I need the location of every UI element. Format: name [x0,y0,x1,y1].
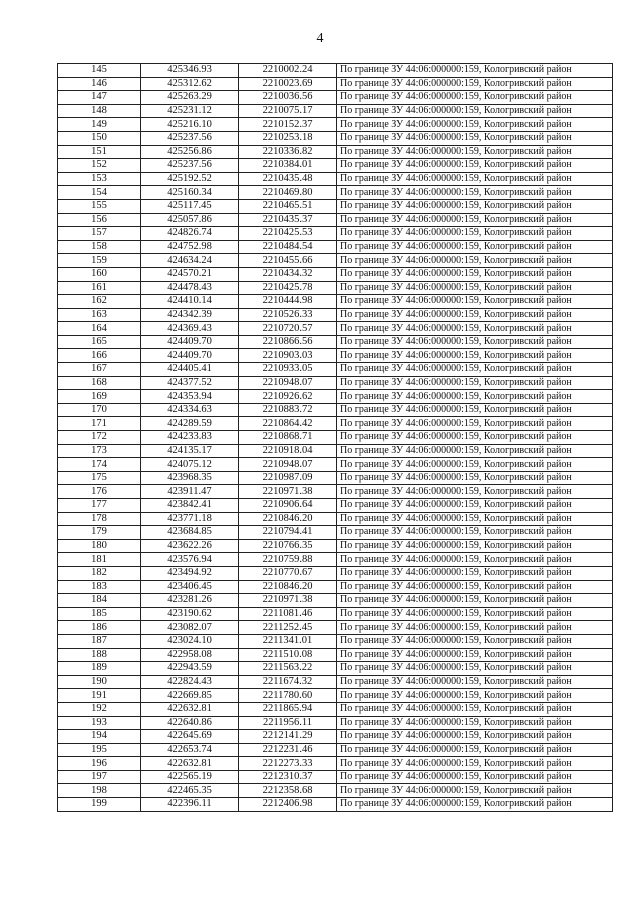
y-coordinate-cell: 2210434.32 [239,267,337,281]
boundary-description-cell: По границе ЗУ 44:06:000000:159, Кологривский район [337,444,613,458]
point-number-cell: 183 [58,580,141,594]
boundary-description-cell: По границе ЗУ 44:06:000000:159, Кологривский район [337,322,613,336]
x-coordinate-cell: 423771.18 [141,512,239,526]
x-coordinate-cell: 424135.17 [141,444,239,458]
boundary-description-cell: По границе ЗУ 44:06:000000:159, Кологривский район [337,267,613,281]
y-coordinate-cell: 2210770.67 [239,566,337,580]
x-coordinate-cell: 422465.35 [141,784,239,798]
y-coordinate-cell: 2211865.94 [239,702,337,716]
table-row [58,254,613,268]
coordinates-table-body [58,64,613,812]
boundary-description-cell: По границе ЗУ 44:06:000000:159, Кологривский район [337,281,613,295]
x-coordinate-cell: 424410.14 [141,295,239,309]
boundary-description-cell: По границе ЗУ 44:06:000000:159, Кологривский район [337,757,613,771]
y-coordinate-cell: 2210469.80 [239,186,337,200]
boundary-description-cell: По границе ЗУ 44:06:000000:159, Кологривский район [337,131,613,145]
boundary-description-cell: По границе ЗУ 44:06:000000:159, Кологривский район [337,607,613,621]
x-coordinate-cell: 425057.86 [141,213,239,227]
x-coordinate-cell: 424289.59 [141,417,239,431]
y-coordinate-cell: 2210526.33 [239,308,337,322]
point-number-cell: 197 [58,770,141,784]
boundary-description-cell: По границе ЗУ 44:06:000000:159, Кологривский район [337,227,613,241]
point-number-cell: 172 [58,431,141,445]
boundary-description-cell: По границе ЗУ 44:06:000000:159, Кологривский район [337,390,613,404]
point-number-cell: 164 [58,322,141,336]
point-number-cell: 191 [58,689,141,703]
table-row [58,580,613,594]
point-number-cell: 146 [58,77,141,91]
y-coordinate-cell: 2210866.56 [239,335,337,349]
table-row [58,64,613,78]
x-coordinate-cell: 425256.86 [141,145,239,159]
y-coordinate-cell: 2212141.29 [239,730,337,744]
y-coordinate-cell: 2210023.69 [239,77,337,91]
boundary-description-cell: По границе ЗУ 44:06:000000:159, Кологривский район [337,730,613,744]
table-row [58,675,613,689]
boundary-description-cell: По границе ЗУ 44:06:000000:159, Кологривский район [337,295,613,309]
table-row [58,131,613,145]
y-coordinate-cell: 2210846.20 [239,580,337,594]
y-coordinate-cell: 2210152.37 [239,118,337,132]
table-row [58,335,613,349]
x-coordinate-cell: 424369.43 [141,322,239,336]
y-coordinate-cell: 2210465.51 [239,199,337,213]
table-row [58,770,613,784]
point-number-cell: 181 [58,553,141,567]
boundary-description-cell: По границе ЗУ 44:06:000000:159, Кологривский район [337,145,613,159]
point-number-cell: 169 [58,390,141,404]
point-number-cell: 188 [58,648,141,662]
boundary-description-cell: По границе ЗУ 44:06:000000:159, Кологривский район [337,335,613,349]
point-number-cell: 176 [58,485,141,499]
x-coordinate-cell: 423911.47 [141,485,239,499]
y-coordinate-cell: 2210903.03 [239,349,337,363]
table-row [58,376,613,390]
boundary-description-cell: По границе ЗУ 44:06:000000:159, Кологривский район [337,566,613,580]
table-row [58,784,613,798]
point-number-cell: 196 [58,757,141,771]
point-number-cell: 193 [58,716,141,730]
x-coordinate-cell: 423190.62 [141,607,239,621]
table-row [58,199,613,213]
x-coordinate-cell: 424478.43 [141,281,239,295]
point-number-cell: 145 [58,64,141,78]
x-coordinate-cell: 422565.19 [141,770,239,784]
boundary-description-cell: По границе ЗУ 44:06:000000:159, Кологривский район [337,376,613,390]
boundary-description-cell: По границе ЗУ 44:06:000000:159, Кологривский район [337,743,613,757]
point-number-cell: 159 [58,254,141,268]
boundary-description-cell: По границе ЗУ 44:06:000000:159, Кологривский район [337,471,613,485]
boundary-description-cell: По границе ЗУ 44:06:000000:159, Кологривский район [337,594,613,608]
table-row [58,566,613,580]
y-coordinate-cell: 2212231.46 [239,743,337,757]
table-row [58,648,613,662]
boundary-description-cell: По границе ЗУ 44:06:000000:159, Кологривский район [337,104,613,118]
boundary-description-cell: По границе ЗУ 44:06:000000:159, Кологривский район [337,580,613,594]
boundary-description-cell: По границе ЗУ 44:06:000000:159, Кологривский район [337,118,613,132]
table-row [58,485,613,499]
y-coordinate-cell: 2210868.71 [239,431,337,445]
boundary-description-cell: По границе ЗУ 44:06:000000:159, Кологривский район [337,526,613,540]
point-number-cell: 160 [58,267,141,281]
x-coordinate-cell: 424353.94 [141,390,239,404]
y-coordinate-cell: 2210766.35 [239,539,337,553]
x-coordinate-cell: 423684.85 [141,526,239,540]
y-coordinate-cell: 2211252.45 [239,621,337,635]
point-number-cell: 199 [58,798,141,812]
table-row [58,91,613,105]
point-number-cell: 190 [58,675,141,689]
point-number-cell: 174 [58,458,141,472]
point-number-cell: 173 [58,444,141,458]
point-number-cell: 177 [58,499,141,513]
table-row [58,607,613,621]
point-number-cell: 168 [58,376,141,390]
table-row [58,716,613,730]
y-coordinate-cell: 2212273.33 [239,757,337,771]
point-number-cell: 151 [58,145,141,159]
x-coordinate-cell: 422653.74 [141,743,239,757]
y-coordinate-cell: 2211956.11 [239,716,337,730]
x-coordinate-cell: 422943.59 [141,662,239,676]
point-number-cell: 189 [58,662,141,676]
boundary-description-cell: По границе ЗУ 44:06:000000:159, Кологривский район [337,64,613,78]
point-number-cell: 162 [58,295,141,309]
point-number-cell: 194 [58,730,141,744]
y-coordinate-cell: 2211563.22 [239,662,337,676]
y-coordinate-cell: 2210425.78 [239,281,337,295]
table-row [58,417,613,431]
boundary-description-cell: По границе ЗУ 44:06:000000:159, Кологривский район [337,199,613,213]
table-row [58,390,613,404]
boundary-description-cell: По границе ЗУ 44:06:000000:159, Кологривский район [337,213,613,227]
table-row [58,730,613,744]
point-number-cell: 192 [58,702,141,716]
point-number-cell: 179 [58,526,141,540]
y-coordinate-cell: 2210435.37 [239,213,337,227]
boundary-description-cell: По границе ЗУ 44:06:000000:159, Кологривский район [337,186,613,200]
y-coordinate-cell: 2210846.20 [239,512,337,526]
x-coordinate-cell: 422396.11 [141,798,239,812]
x-coordinate-cell: 423024.10 [141,634,239,648]
boundary-description-cell: По границе ЗУ 44:06:000000:159, Кологривский район [337,499,613,513]
table-row [58,104,613,118]
boundary-description-cell: По границе ЗУ 44:06:000000:159, Кологривский район [337,621,613,635]
table-row [58,539,613,553]
table-row [58,689,613,703]
point-number-cell: 184 [58,594,141,608]
y-coordinate-cell: 2210926.62 [239,390,337,404]
boundary-description-cell: По границе ЗУ 44:06:000000:159, Кологривский район [337,431,613,445]
boundary-description-cell: По границе ЗУ 44:06:000000:159, Кологривский район [337,634,613,648]
boundary-description-cell: По границе ЗУ 44:06:000000:159, Кологривский район [337,798,613,812]
table-row [58,403,613,417]
point-number-cell: 165 [58,335,141,349]
point-number-cell: 154 [58,186,141,200]
point-number-cell: 187 [58,634,141,648]
x-coordinate-cell: 425237.56 [141,159,239,173]
table-row [58,743,613,757]
table-row [58,77,613,91]
x-coordinate-cell: 425346.93 [141,64,239,78]
boundary-description-cell: По границе ЗУ 44:06:000000:159, Кологривский район [337,159,613,173]
table-row [58,295,613,309]
point-number-cell: 186 [58,621,141,635]
x-coordinate-cell: 423622.26 [141,539,239,553]
x-coordinate-cell: 424075.12 [141,458,239,472]
y-coordinate-cell: 2210075.17 [239,104,337,118]
y-coordinate-cell: 2210435.48 [239,172,337,186]
x-coordinate-cell: 425263.29 [141,91,239,105]
y-coordinate-cell: 2210864.42 [239,417,337,431]
x-coordinate-cell: 424342.39 [141,308,239,322]
x-coordinate-cell: 423842.41 [141,499,239,513]
x-coordinate-cell: 423494.92 [141,566,239,580]
y-coordinate-cell: 2210444.98 [239,295,337,309]
x-coordinate-cell: 423406.45 [141,580,239,594]
boundary-description-cell: По границе ЗУ 44:06:000000:159, Кологривский район [337,91,613,105]
point-number-cell: 157 [58,227,141,241]
point-number-cell: 180 [58,539,141,553]
boundary-description-cell: По границе ЗУ 44:06:000000:159, Кологривский район [337,689,613,703]
boundary-description-cell: По границе ЗУ 44:06:000000:159, Кологривский район [337,458,613,472]
x-coordinate-cell: 425160.34 [141,186,239,200]
y-coordinate-cell: 2211780.60 [239,689,337,703]
y-coordinate-cell: 2210971.38 [239,594,337,608]
point-number-cell: 163 [58,308,141,322]
boundary-description-cell: По границе ЗУ 44:06:000000:159, Кологривский район [337,254,613,268]
point-number-cell: 153 [58,172,141,186]
boundary-description-cell: По границе ЗУ 44:06:000000:159, Кологривский район [337,770,613,784]
coordinates-table [57,63,613,812]
x-coordinate-cell: 425192.52 [141,172,239,186]
boundary-description-cell: По границе ЗУ 44:06:000000:159, Кологривский район [337,662,613,676]
table-row [58,499,613,513]
boundary-description-cell: По границе ЗУ 44:06:000000:159, Кологривский район [337,702,613,716]
y-coordinate-cell: 2210002.24 [239,64,337,78]
table-row [58,471,613,485]
x-coordinate-cell: 422640.86 [141,716,239,730]
point-number-cell: 167 [58,363,141,377]
table-row [58,213,613,227]
y-coordinate-cell: 2210883.72 [239,403,337,417]
x-coordinate-cell: 422632.81 [141,702,239,716]
page-number: 4 [316,31,324,46]
x-coordinate-cell: 425216.10 [141,118,239,132]
point-number-cell: 147 [58,91,141,105]
x-coordinate-cell: 422632.81 [141,757,239,771]
table-row [58,308,613,322]
y-coordinate-cell: 2211081.46 [239,607,337,621]
x-coordinate-cell: 425312.62 [141,77,239,91]
y-coordinate-cell: 2210759.88 [239,553,337,567]
boundary-description-cell: По границе ЗУ 44:06:000000:159, Кологривский район [337,648,613,662]
table-row [58,702,613,716]
y-coordinate-cell: 2210933.05 [239,363,337,377]
y-coordinate-cell: 2210036.56 [239,91,337,105]
point-number-cell: 195 [58,743,141,757]
x-coordinate-cell: 424409.70 [141,349,239,363]
table-row [58,172,613,186]
table-row [58,458,613,472]
y-coordinate-cell: 2212310.37 [239,770,337,784]
y-coordinate-cell: 2212406.98 [239,798,337,812]
table-row [58,145,613,159]
x-coordinate-cell: 423576.94 [141,553,239,567]
table-row [58,118,613,132]
x-coordinate-cell: 424377.52 [141,376,239,390]
x-coordinate-cell: 424334.63 [141,403,239,417]
point-number-cell: 158 [58,240,141,254]
boundary-description-cell: По границе ЗУ 44:06:000000:159, Кологривский район [337,553,613,567]
x-coordinate-cell: 424233.83 [141,431,239,445]
y-coordinate-cell: 2210918.04 [239,444,337,458]
table-row [58,159,613,173]
x-coordinate-cell: 424405.41 [141,363,239,377]
point-number-cell: 152 [58,159,141,173]
x-coordinate-cell: 425237.56 [141,131,239,145]
y-coordinate-cell: 2210253.18 [239,131,337,145]
y-coordinate-cell: 2210987.09 [239,471,337,485]
table-row [58,322,613,336]
x-coordinate-cell: 425117.45 [141,199,239,213]
table-row [58,227,613,241]
x-coordinate-cell: 424752.98 [141,240,239,254]
table-row [58,431,613,445]
x-coordinate-cell: 422958.08 [141,648,239,662]
table-row [58,526,613,540]
table-row [58,757,613,771]
y-coordinate-cell: 2210720.57 [239,322,337,336]
y-coordinate-cell: 2210794.41 [239,526,337,540]
boundary-description-cell: По границе ЗУ 44:06:000000:159, Кологривский район [337,403,613,417]
table-row [58,798,613,812]
point-number-cell: 170 [58,403,141,417]
table-row [58,594,613,608]
point-number-cell: 175 [58,471,141,485]
y-coordinate-cell: 2212358.68 [239,784,337,798]
boundary-description-cell: По границе ЗУ 44:06:000000:159, Кологривский район [337,77,613,91]
x-coordinate-cell: 425231.12 [141,104,239,118]
y-coordinate-cell: 2210384.01 [239,159,337,173]
x-coordinate-cell: 423281.26 [141,594,239,608]
x-coordinate-cell: 423082.07 [141,621,239,635]
y-coordinate-cell: 2210971.38 [239,485,337,499]
point-number-cell: 150 [58,131,141,145]
y-coordinate-cell: 2210484.54 [239,240,337,254]
x-coordinate-cell: 424826.74 [141,227,239,241]
table-row [58,363,613,377]
table-row [58,267,613,281]
x-coordinate-cell: 424409.70 [141,335,239,349]
y-coordinate-cell: 2210455.66 [239,254,337,268]
y-coordinate-cell: 2210948.07 [239,458,337,472]
table-row [58,444,613,458]
boundary-description-cell: По границе ЗУ 44:06:000000:159, Кологривский район [337,675,613,689]
point-number-cell: 182 [58,566,141,580]
point-number-cell: 171 [58,417,141,431]
table-row [58,349,613,363]
point-number-cell: 148 [58,104,141,118]
y-coordinate-cell: 2211510.08 [239,648,337,662]
x-coordinate-cell: 422824.43 [141,675,239,689]
boundary-description-cell: По границе ЗУ 44:06:000000:159, Кологривский район [337,308,613,322]
point-number-cell: 149 [58,118,141,132]
y-coordinate-cell: 2210425.53 [239,227,337,241]
x-coordinate-cell: 424570.21 [141,267,239,281]
y-coordinate-cell: 2210336.82 [239,145,337,159]
table-row [58,553,613,567]
point-number-cell: 156 [58,213,141,227]
table-row [58,621,613,635]
point-number-cell: 161 [58,281,141,295]
y-coordinate-cell: 2210906.64 [239,499,337,513]
boundary-description-cell: По границе ЗУ 44:06:000000:159, Кологривский район [337,363,613,377]
y-coordinate-cell: 2210948.07 [239,376,337,390]
x-coordinate-cell: 422645.69 [141,730,239,744]
boundary-description-cell: По границе ЗУ 44:06:000000:159, Кологривский район [337,417,613,431]
point-number-cell: 155 [58,199,141,213]
boundary-description-cell: По границе ЗУ 44:06:000000:159, Кологривский район [337,716,613,730]
boundary-description-cell: По границе ЗУ 44:06:000000:159, Кологривский район [337,172,613,186]
point-number-cell: 166 [58,349,141,363]
x-coordinate-cell: 422669.85 [141,689,239,703]
point-number-cell: 178 [58,512,141,526]
boundary-description-cell: По границе ЗУ 44:06:000000:159, Кологривский район [337,349,613,363]
y-coordinate-cell: 2211341.01 [239,634,337,648]
boundary-description-cell: По границе ЗУ 44:06:000000:159, Кологривский район [337,784,613,798]
y-coordinate-cell: 2211674.32 [239,675,337,689]
boundary-description-cell: По границе ЗУ 44:06:000000:159, Кологривский район [337,240,613,254]
table-row [58,634,613,648]
x-coordinate-cell: 423968.35 [141,471,239,485]
x-coordinate-cell: 424634.24 [141,254,239,268]
boundary-description-cell: По границе ЗУ 44:06:000000:159, Кологривский район [337,512,613,526]
point-number-cell: 198 [58,784,141,798]
boundary-description-cell: По границе ЗУ 44:06:000000:159, Кологривский район [337,485,613,499]
point-number-cell: 185 [58,607,141,621]
boundary-description-cell: По границе ЗУ 44:06:000000:159, Кологривский район [337,539,613,553]
table-row [58,662,613,676]
table-row [58,240,613,254]
table-row [58,186,613,200]
table-row [58,281,613,295]
table-row [58,512,613,526]
